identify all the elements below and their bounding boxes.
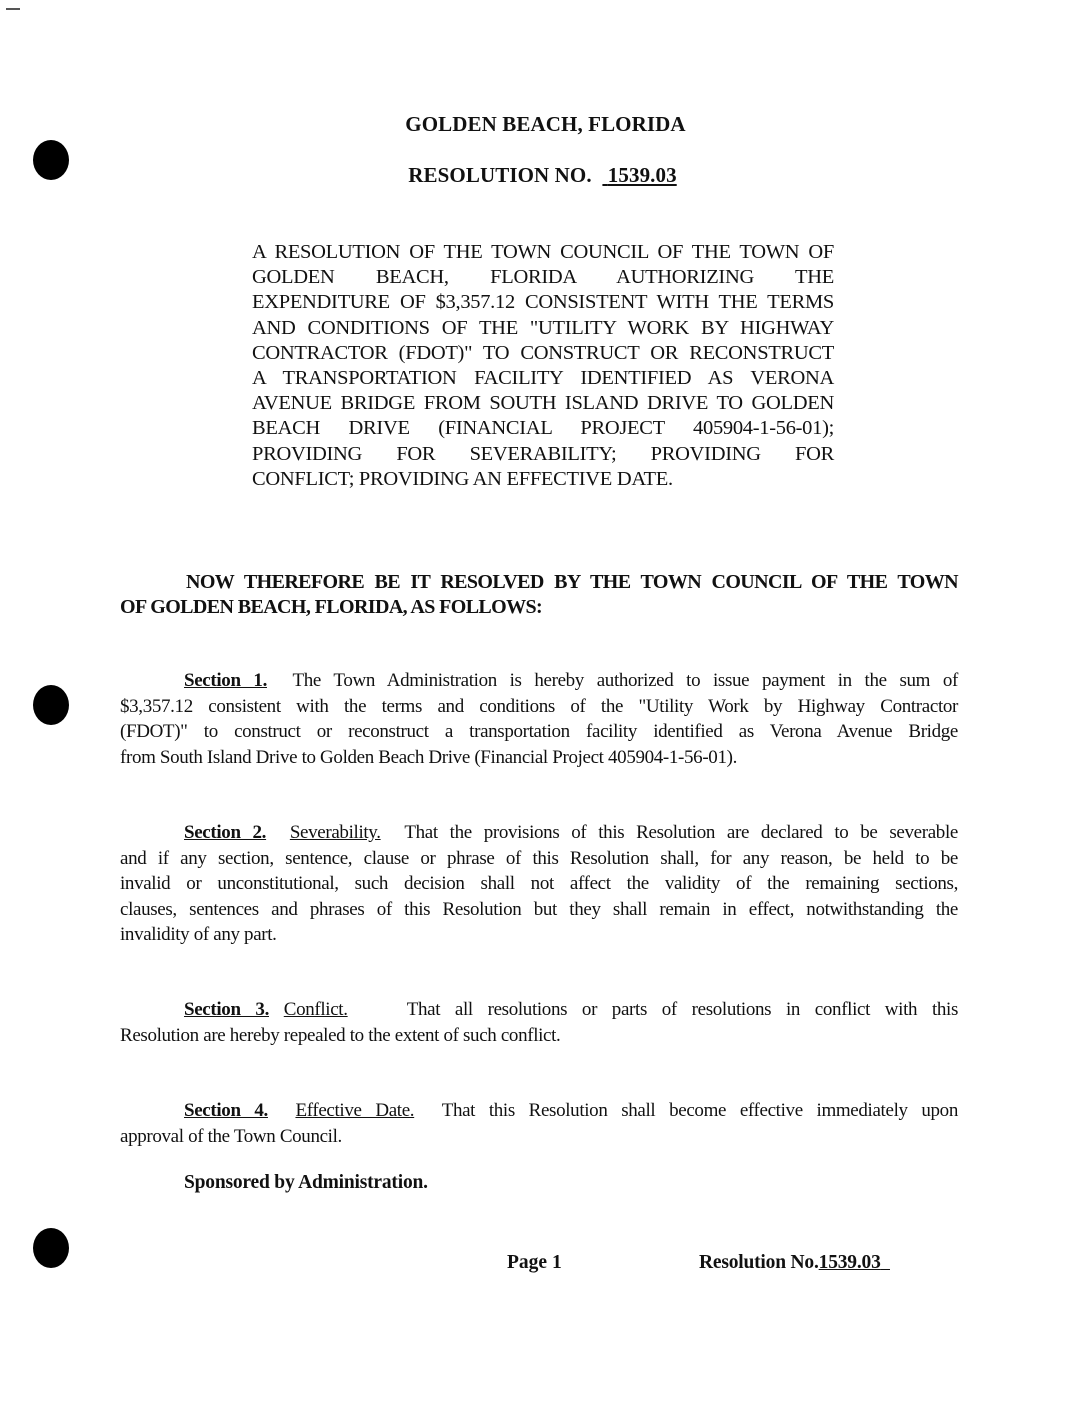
title-line: A RESOLUTION OF THE TOWN COUNCIL OF THE TOWN OF: [252, 241, 834, 263]
resolution-number: 1539.03: [607, 163, 677, 187]
section-1: [120, 668, 958, 770]
title-line: EXPENDITURE OF $3,357.12 CONSISTENT WITH THE TERMS: [252, 291, 834, 314]
section-3-conflict: [120, 997, 958, 1048]
footer-resolution: [699, 1252, 890, 1274]
resolution-title-block: [252, 240, 834, 492]
scan-mark: [6, 8, 20, 10]
resolution-label: RESOLUTION NO.: [408, 163, 592, 187]
section-line: invalidity of any part.: [120, 924, 277, 945]
resolved-clause: [120, 570, 958, 620]
section-4-effective-date: [120, 1098, 958, 1149]
punch-hole-middle: [33, 685, 69, 725]
section-label: Section 3.: [184, 999, 269, 1020]
section-line: approval of the Town Council.: [120, 1125, 342, 1147]
title-line: CONTRACTOR (FDOT)" TO CONSTRUCT OR RECONSTRUCT: [252, 341, 834, 364]
sponsor-line: Sponsored by Administration.: [184, 1172, 428, 1193]
title-line: AVENUE BRIDGE FROM SOUTH ISLAND DRIVE TO GOLDEN: [252, 392, 834, 415]
footer-resolution-number: 1539.03: [818, 1252, 881, 1273]
section-label: Section 4.: [184, 1100, 268, 1121]
section-line: $3,357.12 consistent with the terms and conditions of the "Utility Work by Highway Contractor: [120, 695, 958, 717]
footer-resolution-label: Resolution No.: [699, 1252, 819, 1273]
resolved-line: OF GOLDEN BEACH, FLORIDA, AS FOLLOWS:: [120, 596, 543, 618]
section-first-line: Section 3. Conflict. That all resolutions or parts of resolutions in conflict with this: [184, 999, 959, 1020]
section-label: Section 2.: [184, 822, 267, 843]
title-line: CONFLICT; PROVIDING AN EFFECTIVE DATE.: [252, 467, 673, 490]
title-line: A TRANSPORTATION FACILITY IDENTIFIED AS VERONA: [252, 367, 834, 390]
resolution-heading: [0, 163, 1085, 188]
section-first-line: Section 1. The Town Administration is hereby authorized to issue payment in the sum of: [184, 670, 958, 691]
section-line: from South Island Drive to Golden Beach Drive (Financial Project 405904-1-56-01).: [120, 746, 737, 768]
resolved-line: NOW THEREFORE BE IT RESOLVED BY THE TOWN COUNCIL OF THE TOWN: [186, 571, 958, 593]
section-first-line: Section 4. Effective Date. That this Resolution shall become effective immediately upon: [184, 1100, 958, 1121]
punch-hole-bottom: [33, 1228, 69, 1268]
section-title: Conflict.: [283, 999, 348, 1020]
town-heading: GOLDEN BEACH, FLORIDA: [405, 112, 686, 136]
title-line: PROVIDING FOR SEVERABILITY; PROVIDING FOR: [252, 442, 834, 465]
section-title: Effective Date.: [295, 1100, 415, 1121]
title-line: GOLDEN BEACH, FLORIDA AUTHORIZING THE: [252, 266, 834, 289]
section-line: invalid or unconstitutional, such decision shall not affect the validity of the remaining sections,: [120, 873, 958, 894]
section-line: (FDOT)" to construct or reconstruct a transportation facility identified as Verona Avenue Bridge: [120, 721, 958, 742]
section-label: Section 1.: [184, 670, 267, 691]
title-line: BEACH DRIVE (FINANCIAL PROJECT 405904-1-56-01);: [252, 417, 834, 440]
title-line: AND CONDITIONS OF THE "UTILITY WORK BY HIGHWAY: [252, 316, 834, 339]
section-first-line: Section 2. Severability. That the provisions of this Resolution are declared to be severable: [184, 822, 958, 843]
page-number: Page 1: [507, 1252, 562, 1273]
section-line: and if any section, sentence, clause or phrase of this Resolution shall, for any reason, be held to be: [120, 847, 958, 869]
section-title: Severability.: [289, 822, 381, 843]
section-line: Resolution are hereby repealed to the extent of such conflict.: [120, 1024, 561, 1046]
section-line: clauses, sentences and phrases of this Resolution but they shall remain in effect, notwithstanding the: [120, 898, 958, 920]
section-2-severability: [120, 820, 958, 948]
